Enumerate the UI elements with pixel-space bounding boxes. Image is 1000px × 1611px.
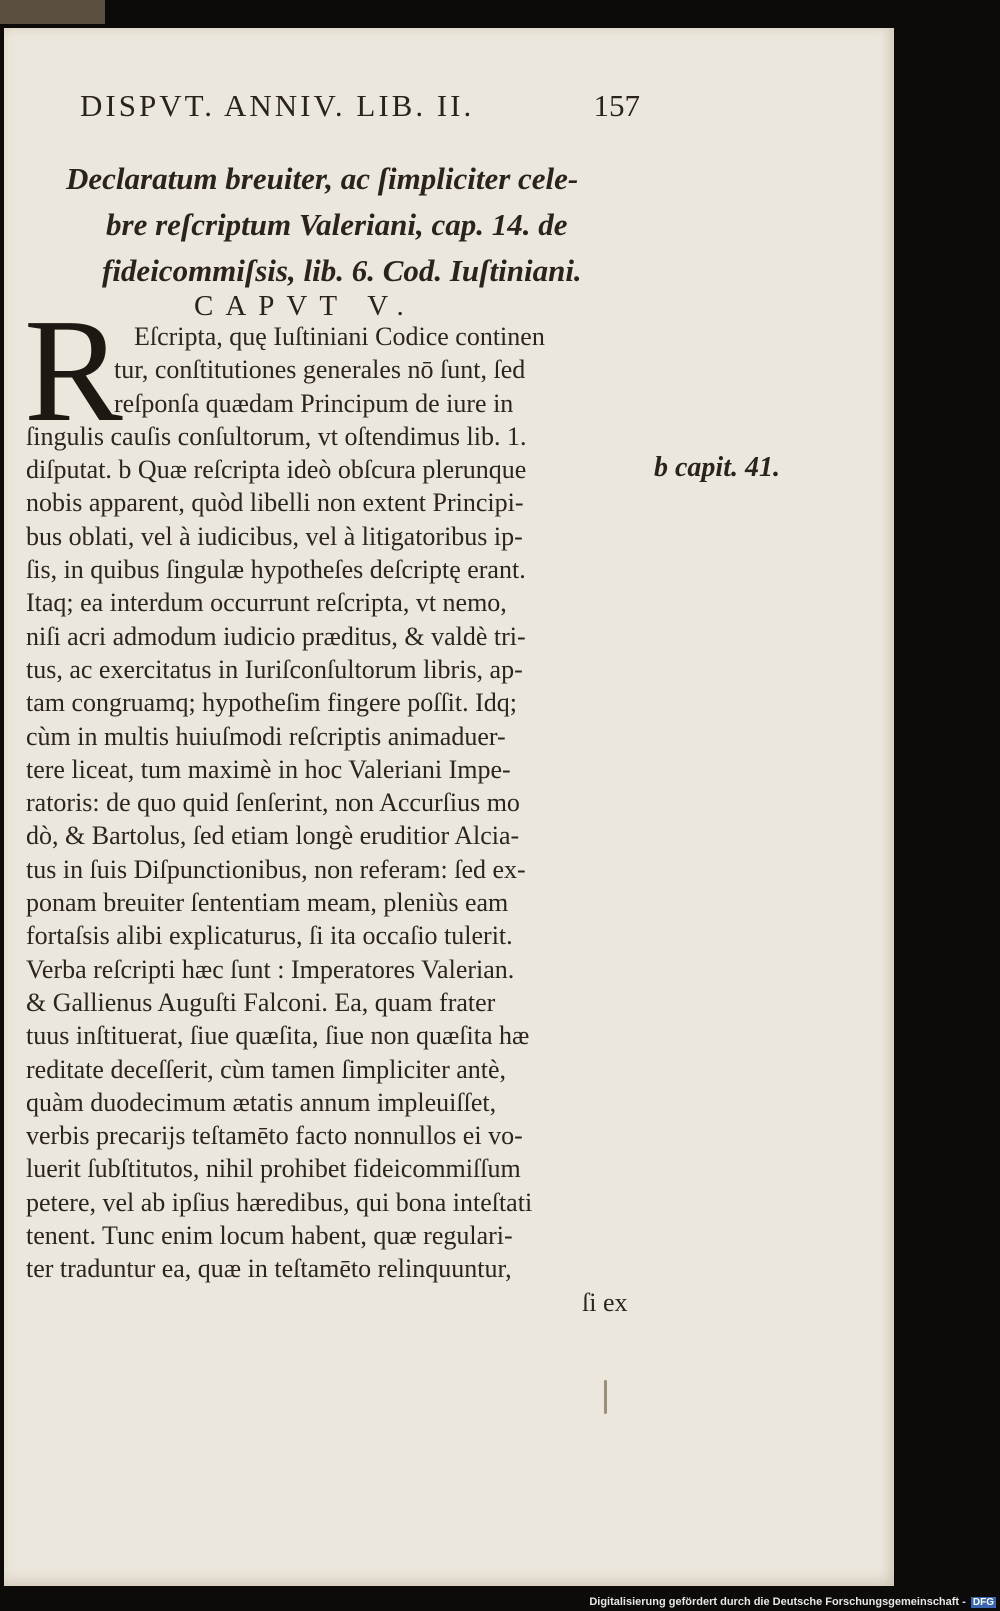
text-line: ter traduntur ea, quæ in teſtamēto relinquuntur, [26, 1254, 512, 1284]
page-number: 157 [593, 88, 640, 123]
chapter-summary [66, 156, 666, 294]
text-line: & Gallienus Auguſti Falconi. Ea, quam frater [26, 987, 496, 1017]
catchword: ſi ex [582, 1287, 628, 1317]
text-line: verbis precarijs teſtamēto facto nonnullos ei vo- [26, 1121, 523, 1151]
text-line: bus oblati, vel à iudicibus, vel à litigatoribus ip- [26, 521, 523, 551]
text-line: cùm in multis huiuſmodi reſcriptis animaduer- [26, 721, 506, 751]
book-page [4, 28, 894, 1586]
paper-blemish [604, 1380, 607, 1414]
text-line: tur, conſtitutiones generales nō ſunt, ſed [114, 355, 526, 385]
text-line: tus, ac exercitatus in Iuriſconſultorum libris, ap- [26, 654, 523, 684]
text-line: petere, vel ab ipſius hæredibus, qui bona inteſtati [26, 1187, 533, 1217]
text-line: reſponſa quædam Principum de iure in [114, 388, 514, 418]
text-line: reditate deceſſerit, cùm tamen ſimpliciter antè, [26, 1054, 507, 1084]
text-line: diſputat. b Quæ reſcripta ideò obſcura plerunque [26, 455, 527, 485]
text-line: dò, & Bartolus, ſed etiam longè eruditior Alcia- [26, 821, 520, 851]
scan-edge-tab [0, 0, 105, 24]
summary-line-1: Declaratum breuiter, ac ſimpliciter cele- [66, 161, 579, 196]
text-line: ponam breuiter ſententiam meam, pleniùs eam [26, 888, 509, 918]
text-line: ratoris: de quo quid ſenſerint, non Accurſius mo [26, 788, 520, 818]
credit-text: Digitalisierung gefördert durch die Deutsche Forschungsgemeinschaft - [589, 1596, 966, 1608]
running-title: DISPVT. ANNIV. LIB. II. [80, 88, 475, 123]
text-line: tam congruamq; hypotheſim fingere poſſit. Idq; [26, 688, 518, 718]
summary-line-3: fideicommiſsis, lib. 6. Cod. Iuſtiniani. [102, 253, 582, 288]
running-header [80, 88, 640, 124]
marginal-note: b capit. 41. [654, 452, 780, 483]
text-line: ſis, in quibus ſingulæ hypotheſes deſcriptę erant. [26, 555, 526, 585]
text-line: tenent. Tunc enim locum habent, quæ regulari- [26, 1221, 513, 1251]
text-line: tus in ſuis Diſpunctionibus, non referam: ſed ex- [26, 854, 526, 884]
drop-capital: R [24, 289, 123, 453]
text-line: Verba reſcripti hæc ſunt : Imperatores Valerian. [26, 954, 515, 984]
text-line: tere liceat, tum maximè in hoc Valeriani Impe- [26, 754, 511, 784]
text-line: luerit ſubſtitutos, nihil prohibet fideicommiſſum [26, 1154, 521, 1184]
text-line: fortaſsis alibi explicaturus, ſi ita occaſio tulerit. [26, 921, 513, 951]
text-line: quàm duodecimum ætatis annum impleuiſſet, [26, 1087, 497, 1117]
text-line: ſingulis cauſis conſultorum, vt oſtendimus lib. 1. [26, 421, 527, 451]
chapter-heading: CAPVT V. [194, 290, 416, 322]
dfg-logo: DFG [972, 1597, 994, 1608]
text-line: niſi acri admodum iudicio præditus, & valdè tri- [26, 621, 526, 651]
text-line: nobis apparent, quòd libelli non extent Principi- [26, 488, 524, 518]
text-line: Itaq; ea interdum occurrunt reſcripta, vt nemo, [26, 588, 507, 618]
digitization-credit [589, 1596, 996, 1608]
text-line: Eſcripta, quę Iuſtiniani Codice continen [134, 322, 545, 351]
text-line: tuus inſtituerat, ſiue quæſita, ſiue non quæſita hæ [26, 1021, 530, 1051]
body-text [26, 320, 646, 1319]
summary-line-2: bre reſcriptum Valeriani, cap. 14. de [106, 207, 568, 242]
